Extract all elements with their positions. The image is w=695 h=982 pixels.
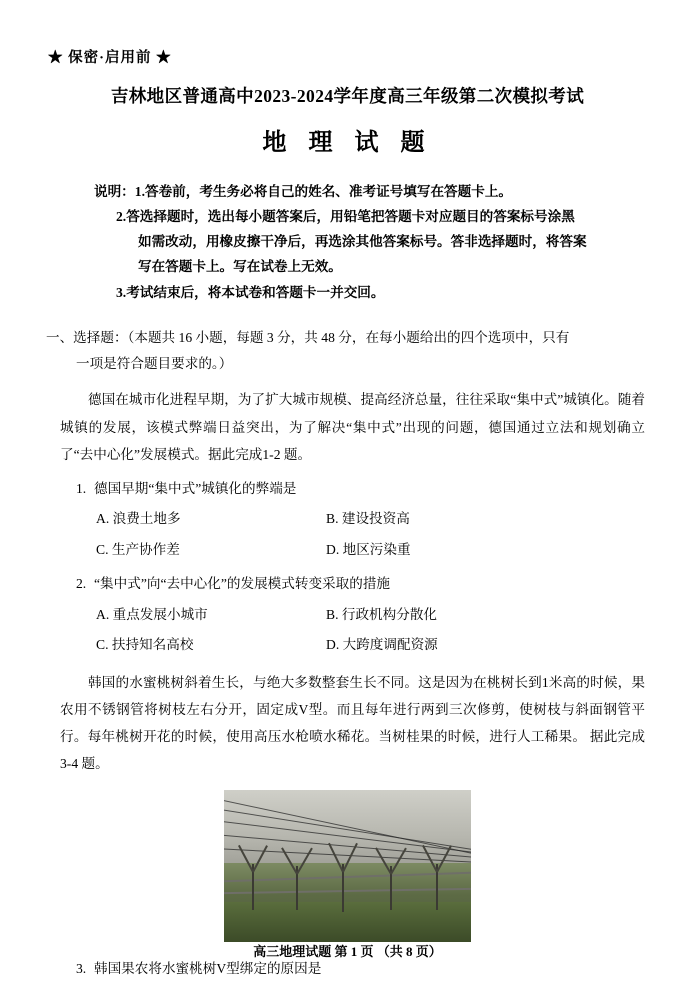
- page-title: 吉林地区普通高中2023-2024学年度高三年级第二次模拟考试: [110, 86, 585, 106]
- question-1-option-c[interactable]: C. 生产协作差: [96, 541, 180, 557]
- question-1-option-d[interactable]: D. 地区污染重: [326, 541, 411, 557]
- question-1-number: 1.: [76, 480, 87, 496]
- question-2-option-c[interactable]: C. 扶持知名高校: [96, 637, 194, 653]
- figure-grass: [224, 902, 471, 942]
- question-1-option-a[interactable]: A. 浪费土地多: [96, 511, 181, 527]
- question-2-option-b[interactable]: B. 行政机构分散化: [326, 606, 438, 622]
- page-footer: 高三地理试题 第 1 页 （共 8 页）: [253, 944, 442, 959]
- question-2-option-d[interactable]: D. 大跨度调配资源: [326, 637, 438, 653]
- confidential-banner: ★ 保密·启用前 ★: [48, 50, 172, 66]
- section-heading-line-2: 一项是符合题目要求的。）: [76, 355, 233, 371]
- section-heading: [46, 325, 649, 377]
- option-row: [96, 506, 649, 533]
- question-2-stem: [46, 571, 649, 598]
- question-2-options: [46, 602, 649, 659]
- passage-2: 韩国的水蜜桃树斜着生长，与绝大多数整套生长不同。这是因为在桃树长到1米高的时候，果农用不锈钢管将树枝左右分开，固定成V型。而且每年进行两到三次修剪，使树枝与斜面钢管平行。每年桃树开花的时候，使用高压水枪喷水稀花。当树桂果的时候，进行人工稀果。 据此完成3-4 题。: [60, 674, 645, 772]
- peach-orchard-figure: [224, 790, 471, 942]
- question-1-text: 德国早期“集中式”城镇化的弊端是: [94, 480, 297, 496]
- question-3-number: 3.: [76, 960, 87, 976]
- option-row: [96, 632, 649, 659]
- section-heading-line-1: 一、选择题：（本题共 16 小题，每题 3 分，共 48 分，在每小题给出的四个选项中，只有: [46, 329, 570, 345]
- question-2-text: “集中式”向“去中心化”的发展模式转变采取的措施: [94, 576, 391, 592]
- question-2-option-a[interactable]: A. 重点发展小城市: [96, 606, 208, 622]
- instruction-line-2: 2.答选择题时，选出每小题答案后，用铅笔把答题卡对应题目的答案标号涂黑: [116, 209, 575, 225]
- instruction-line-4: 写在答题卡上。写在试卷上无效。: [138, 259, 342, 275]
- question-1-option-b[interactable]: B. 建设投资高: [326, 511, 410, 527]
- instructions-block: [46, 179, 649, 305]
- instruction-line-3: 如需改动，用橡皮擦干净后，再选涂其他答案标号。答非选择题时，将答案: [138, 234, 587, 250]
- passage-1: 德国在城市化进程早期，为了扩大城市规模、提高经济总量，往往采取“集中式”城镇化。随着城镇的发展，该模式弊端日益突出，为了解决“集中式”出现的问题，德国通过立法和规划确立了“去中心化”发展模式。据此完成1-2 题。: [60, 392, 645, 462]
- question-2-number: 2.: [76, 576, 87, 592]
- option-row: [96, 537, 649, 564]
- question-1-options: [46, 506, 649, 563]
- instruction-line-5: 3.考试结束后，将本试卷和答题卡一并交回。: [116, 284, 385, 300]
- instruction-line-1: 说明：1.答卷前，考生务必将自己的姓名、准考证号填写在答题卡上。: [94, 184, 513, 199]
- subject-title: 地 理 试 题: [262, 130, 433, 156]
- question-3-text: 韩国果农将水蜜桃树V型绑定的原因是: [94, 960, 322, 976]
- question-1-stem: [46, 476, 649, 503]
- option-row: [96, 602, 649, 629]
